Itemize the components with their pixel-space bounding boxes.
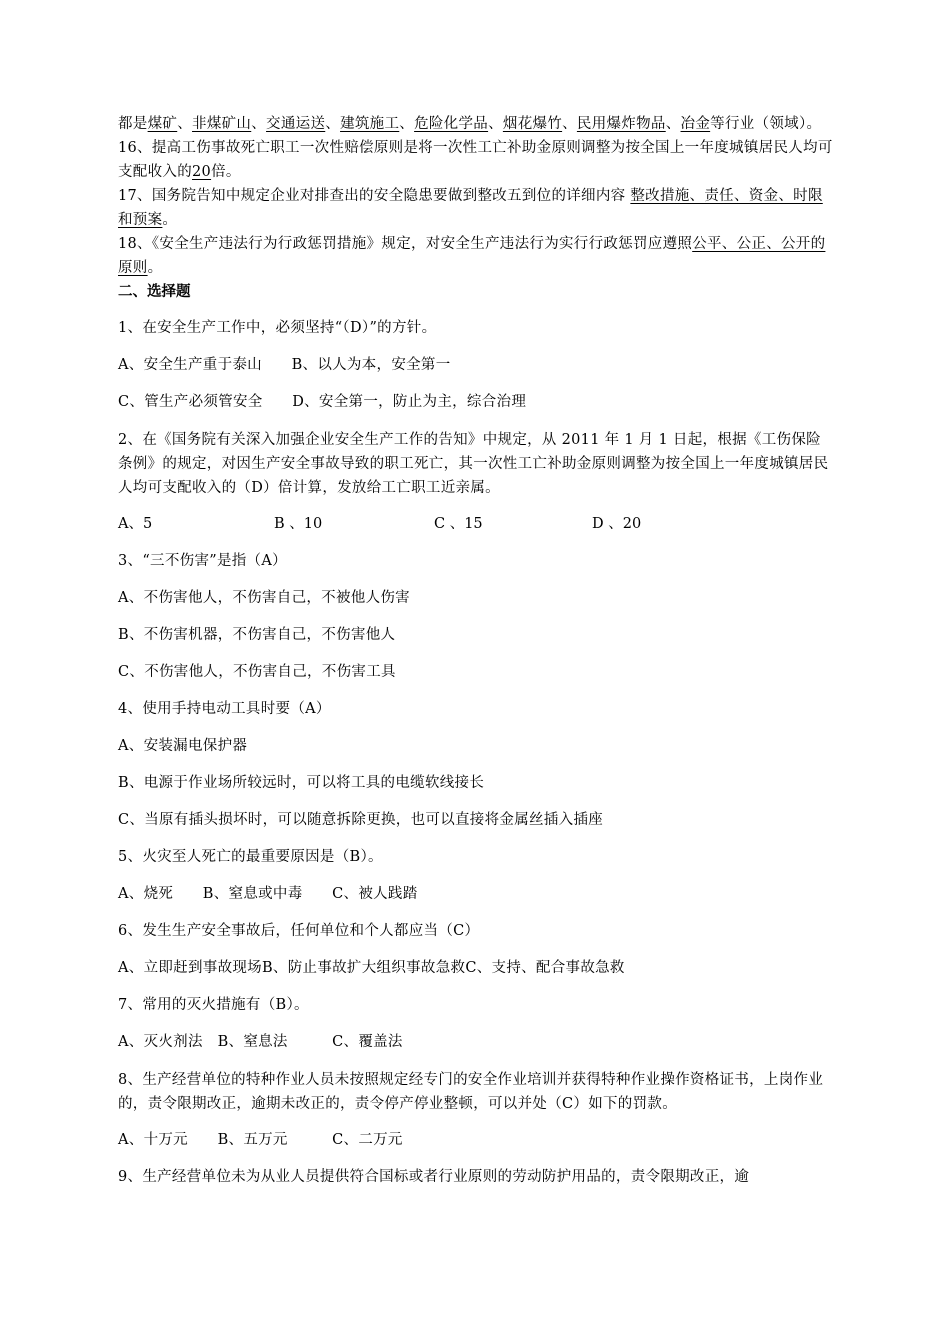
option-text: C 、15 bbox=[434, 516, 483, 532]
item-text: 、 bbox=[562, 116, 577, 132]
answer-text: 20 bbox=[192, 164, 212, 180]
item-text: 。 bbox=[147, 260, 163, 276]
option-line: A、不伤害他人，不伤害自己，不被他人伤害 bbox=[118, 590, 410, 606]
question-text: 4、使用手持电动工具时要（A） bbox=[118, 701, 331, 717]
fill-item bbox=[118, 184, 834, 232]
answer-text: 交通运送 bbox=[266, 116, 326, 132]
answer-text: 煤矿 bbox=[147, 116, 178, 132]
option-line: A、十万元 B、五万元 C、二万元 bbox=[118, 1132, 403, 1148]
answer-text: 整改措施、责任、资金、时限和预案 bbox=[118, 188, 823, 228]
question-text: 7、常用的灭火措施有（B）。 bbox=[118, 997, 309, 1013]
item-text: 、 bbox=[325, 116, 341, 132]
item-text: 、 bbox=[399, 116, 415, 132]
option-line: A、灭火剂法 B、窒息法 C、覆盖法 bbox=[118, 1034, 403, 1050]
question-text: 9、生产经营单位未为从业人员提供符合国标或者行业原则的劳动防护用品的，责令限期改正，逾 bbox=[118, 1169, 750, 1185]
document-page bbox=[118, 112, 834, 1196]
option-line: C、管生产必须管安全 D、安全第一，防止为主，综合治理 bbox=[118, 394, 527, 410]
option-line: B、不伤害机器，不伤害自己，不伤害他人 bbox=[118, 627, 396, 643]
option-text: D 、20 bbox=[592, 516, 642, 532]
item-text: 、 bbox=[488, 116, 503, 132]
item-text: 、 bbox=[665, 116, 681, 132]
question-text: 5、火灾至人死亡的最重要原因是（B）。 bbox=[118, 849, 383, 865]
option-line: C、不伤害他人，不伤害自己，不伤害工具 bbox=[118, 664, 396, 680]
answer-text: 建筑施工 bbox=[340, 116, 400, 132]
item-text: 。 bbox=[162, 212, 178, 228]
answer-text: 公平、公正、公开的原则 bbox=[118, 236, 826, 276]
question-text: 3、“三不伤害”是指（A） bbox=[118, 553, 287, 569]
item-text: 、 bbox=[177, 116, 193, 132]
option-line: A、立即赶到事故现场B、防止事故扩大组织事故急救C、支持、配合事故急救 bbox=[118, 960, 625, 976]
fill-in-section bbox=[118, 112, 834, 280]
option-line: C、当原有插头损坏时，可以随意拆除更换，也可以直接将金属丝插入插座 bbox=[118, 812, 603, 828]
option-line: B、电源于作业场所较远时，可以将工具的电缆软线接长 bbox=[118, 775, 485, 791]
option-line: A、安装漏电保护器 bbox=[118, 738, 248, 754]
item-text: 、 bbox=[251, 116, 267, 132]
item-text: 等行业（领域）。 bbox=[710, 116, 822, 132]
question-text: 8、生产经营单位的特种作业人员未按照规定经专门的安全作业培训并获得特种作业操作资格证书，上岗作业的，责令限期改正，逾期未改正的，责令停产停业整顿，可以并处（C）如下的罚款。 bbox=[118, 1072, 824, 1112]
option-line: A、安全生产重于泰山 B、以人为本，安全第一 bbox=[118, 357, 451, 373]
section-title: 二、选择题 bbox=[118, 284, 191, 300]
question-text: 6、发生生产安全事故后，任何单位和个人都应当（C） bbox=[118, 923, 480, 939]
fill-item bbox=[118, 112, 834, 136]
answer-text: 危险化学品 bbox=[414, 116, 489, 132]
item-text: 都是 bbox=[118, 116, 148, 132]
answer-text: 冶金 bbox=[680, 116, 711, 132]
item-text: 16、提高工伤事故死亡职工一次性赔偿原则是将一次性工亡补助金原则调整为按全国上一年度城镇居民人均可支配收入的 bbox=[118, 140, 833, 180]
answer-text: 烟花爆竹 bbox=[502, 116, 563, 132]
item-text: 17、国务院告知中规定企业对排查出的安全隐患要做到整改五到位的详细内容 bbox=[118, 188, 631, 204]
question-text: 2、在《国务院有关深入加强企业安全生产工作的告知》中规定，从 2011 年 1 月 1 日起，根据《工伤保险条例》的规定，对因生产安全事故导致的职工死亡，其一次性工亡补助金原则调整为按全国上一年度城镇居民人均可支配收入的（D）倍计算，发放给工亡职工近亲属。 bbox=[118, 432, 829, 496]
option-line: A、烧死 B、窒息或中毒 C、被人践踏 bbox=[118, 886, 418, 902]
choice-questions bbox=[118, 310, 834, 1196]
option-text: A、5 bbox=[118, 516, 153, 532]
fill-item bbox=[118, 136, 834, 184]
answer-text: 非煤矿山 bbox=[192, 116, 252, 132]
question-text: 1、在安全生产工作中，必须坚持“（D）”的方针。 bbox=[118, 320, 437, 336]
item-text: 18、《安全生产违法行为行政惩罚措施》规定，对安全生产违法行为实行行政惩罚应遵照 bbox=[118, 236, 693, 252]
fill-item bbox=[118, 232, 834, 280]
item-text: 倍。 bbox=[211, 164, 241, 180]
answer-text: 民用爆炸物品 bbox=[576, 116, 666, 132]
option-text: B 、10 bbox=[274, 516, 323, 532]
option-row bbox=[118, 506, 834, 543]
